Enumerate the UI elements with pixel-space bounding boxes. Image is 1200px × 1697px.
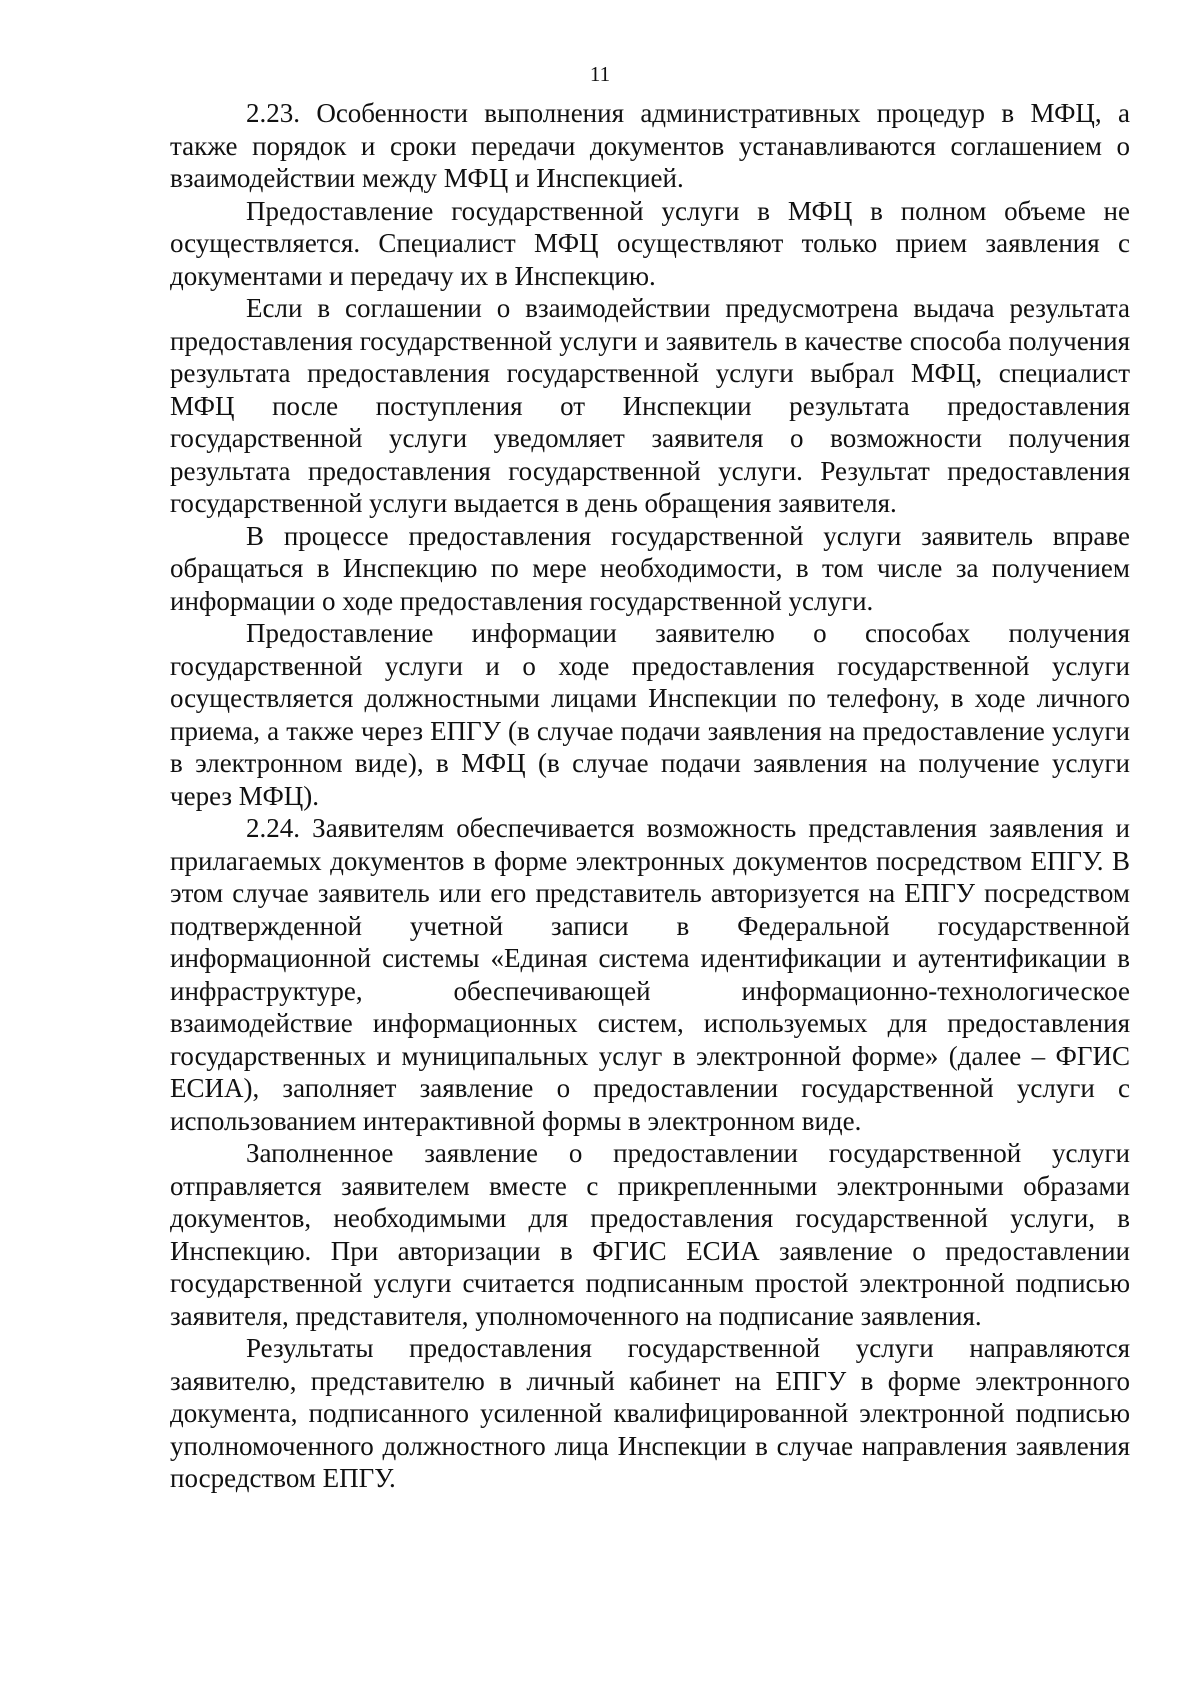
paragraph-information-provision: Предоставление информации заявителю о способах получения государственной услуги и о ходе предоставления государственной услуги осуществляется должностными лицами Инспекции по телефону, в ходе личного приема, а также через ЕПГУ (в случае подачи заявления на предоставление услуги в электронном виде), в МФЦ (в случае подачи заявления на получение услуги через МФЦ). [170, 618, 1130, 811]
page-number: 11 [589, 62, 611, 86]
paragraph-result-issuance: Если в соглашении о взаимодействии предусмотрена выдача результата предоставления государственной услуги и заявитель в качестве способа получения результата предоставления государственной услуги выбрал МФЦ, специалист МФЦ после поступления от Инспекции результата предоставления государственной услуги уведомляет заявителя о возможности получения результата предоставления государственной услуги. Результат предоставления государственной услуги выдается в день обращения заявителя. [170, 293, 1130, 518]
paragraph-2-24: 2.24. Заявителям обеспечивается возможность представления заявления и прилагаемых документов в форме электронных документов посредством ЕПГУ. В этом случае заявитель или его представитель авторизуется на ЕПГУ посредством подтвержденной учетной записи в Федеральной государственной информационной системы «Единая система идентификации и аутентификации в инфраструктуре, обеспечивающей информационно-технологическое взаимодействие информационных систем, используемых для предоставления государственных и муниципальных услуг в электронной форме» (далее – ФГИС ЕСИА), заполняет заявление о предоставлении государственной услуги с использованием интерактивной формы в электронном виде. [170, 813, 1130, 1136]
document-body [170, 97, 1130, 1495]
paragraph-mfc-service: Предоставление государственной услуги в МФЦ в полном объеме не осуществляется. Специалист МФЦ осуществляют только прием заявления с документами и передачу их в Инспекцию. [170, 195, 1130, 291]
paragraph-filled-application: Заполненное заявление о предоставлении государственной услуги отправляется заявителем вместе с прикрепленными электронными образами документов, необходимыми для предоставления государственной услуги, в Инспекцию. При авторизации в ФГИС ЕСИА заявление о предоставлении государственной услуги считается подписанным простой электронной подписью заявителя, представителя, уполномоченного на подписание заявления. [170, 1138, 1130, 1331]
paragraph-applicant-inquiry: В процессе предоставления государственной услуги заявитель вправе обращаться в Инспекцию по мере необходимости, в том числе за получением информации о ходе предоставления государственной услуги. [170, 520, 1130, 616]
paragraph-results-delivery: Результаты предоставления государственной услуги направляются заявителю, представителю в личный кабинет на ЕПГУ в форме электронного документа, подписанного усиленной квалифицированной электронной подписью уполномоченного должностного лица Инспекции в случае направления заявления посредством ЕПГУ. [170, 1333, 1130, 1493]
paragraph-2-23: 2.23. Особенности выполнения административных процедур в МФЦ, а также порядок и сроки передачи документов устанавливаются соглашением о взаимодействии между МФЦ и Инспекцией. [170, 98, 1130, 193]
